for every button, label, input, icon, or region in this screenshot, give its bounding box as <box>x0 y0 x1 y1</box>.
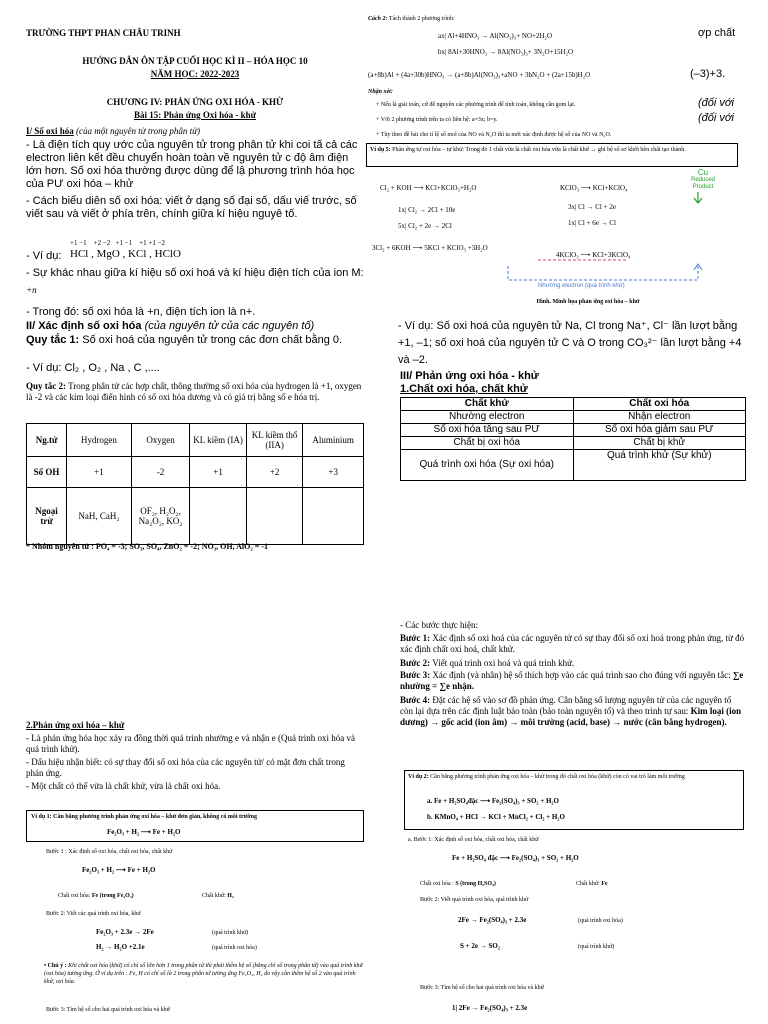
left-process1: Fe₂O₃ + 2.3e → 2Fe <box>96 928 154 936</box>
example2-oxidant <box>420 880 496 888</box>
example1-box <box>26 810 364 842</box>
table-cell: +1 <box>190 457 247 488</box>
chapter-title: CHƯƠNG IV: PHẢN ỨNG OXI HÓA - KHỬ <box>106 97 284 107</box>
left-note-label: • Chú ý : <box>44 963 67 969</box>
example2-reductant <box>576 880 608 888</box>
step3 <box>400 670 746 692</box>
figure-caption: Hình. Minh họa phản ứng oxi hóa – khử <box>536 299 640 305</box>
oxidation-table <box>26 423 364 545</box>
section2b-paragraph1: - Là phản ứng hóa học xảy ra đồng thời quá trình nhường e và nhận e (Quá trình oxi hóa và quá trình khử). <box>26 733 355 754</box>
left-oxidant <box>58 892 134 900</box>
table-header-row <box>401 398 746 411</box>
example1-box-title: Ví dụ 1: Cân bằng phương trình phản ứng oxi hóa – khử đơn giản, không có môi trường <box>31 814 257 820</box>
example1-box-equation: Fe₂O₃ + H₂ ⟶ Fe + H₂O <box>107 828 181 836</box>
example5-description: Phản ứng tự oxi hóa – tự khử: Trong đó 1 chất vừa là chất oxi hóa vừa là chất khử → ghi hệ số sơ khởi bên chất tạo thành. <box>392 147 686 153</box>
left-process2: H₂ → H₂O +2.1e <box>96 943 145 951</box>
left-step1-equation: Fe₂O₃ + H₂ ⟶ Fe + H₂O <box>82 866 156 874</box>
diagram-caption: Nhường electron (quá trình khử) <box>538 283 625 289</box>
step1-text: Xác định số oxi hoá của các nguyên tử có sự thay đổi số oxi hoá trong phản ứng, từ đó xác định chất oxi hoá, chất khử. <box>400 633 745 654</box>
table-cell: Chất bị oxi hóa <box>401 437 574 450</box>
example2-oxidant-label: Chất oxi hóa : <box>420 881 454 887</box>
table-cell: Chất bị khử <box>573 437 746 450</box>
school-year: NĂM HỌC: 2022-2023 <box>150 69 240 79</box>
example2-oxidant-value: S (trong H₂SO₄) <box>455 881 496 887</box>
remark1-side: (đối với <box>698 97 734 109</box>
example2-process1-note: (quá trình oxi hóa) <box>578 918 623 924</box>
left-step1: Bước 1 : Xác định số oxi hóa, chất oxi hóa, chất khử <box>46 849 173 855</box>
left-step3: Bước 3: Tìm hệ số cho hai quá trình oxi hóa và khử <box>46 1007 170 1013</box>
example1-oxidation-numbers: +1 −1 +2 −2 +1 −1 +1 +1 −2 <box>70 239 166 247</box>
left-oxidant-label: Chất oxi hóa: <box>58 893 91 899</box>
remark1: + Nếu là giải toán, cứ để nguyên các phương trình để tính toán, không cần gom lại. <box>376 102 576 108</box>
step2-label: Bước 2: <box>400 658 431 668</box>
example2-step3: Bước 3: Tìm hệ số cho hai quá trình oxi hóa và khử <box>420 985 544 991</box>
method2-heading <box>368 15 455 23</box>
example5-a-result: 3Cl₂ + 6KOH ⟶ 5KCl + KClO₃ +3H₂O <box>372 244 488 252</box>
electron-transfer-diagram <box>498 258 718 298</box>
rule1-example: - Ví dụ: Cl₂ , O₂ , Na , C ,.... <box>26 362 160 374</box>
section2-heading <box>26 320 314 333</box>
table-cell: Nhận electron <box>573 411 746 424</box>
step4-text: Đặt các hệ số vào sơ đồ phản ứng. Cân bằng số lượng nguyên tử của các nguyên tố còn lại dựa trên các định luật bảo toàn (bảo toàn nguyên tố) và theo trình tự sau: <box>400 695 732 716</box>
example5-equation-b: KClO₃ ⟶ KCl+KClO₄ <box>560 184 628 192</box>
example2-process2: S + 2e → SO₂ <box>460 942 500 950</box>
section1-paragraph1: - Là điện tích quy ước của nguyên tử trong phân tử khi coi tấ cả các electron liên kết đều chuyển hoàn toàn về nguyên tử c độ âm điện lớn hơn. Số oxi hóa thường được dùng để lậ phương trình hóa học của PƯ oxi hóa – khử <box>26 139 358 190</box>
left-reductant <box>202 892 234 900</box>
rule2-text: Trong phân tử các hợp chất, thông thường số oxi hóa của hydrogen là +1, oxygen là -2 và các kim loại điển hình có số oxi hóa dương và có giá trị bằng số e hóa trị. <box>26 381 362 402</box>
example2-equation: Fe + H₂SO₄ đặc ⟶ Fe₂(SO₄)₃ + SO₂ + H₂O <box>452 854 579 862</box>
table-header: Aluminium <box>303 424 364 457</box>
example1-formula: HCl , MgO , KCl , HClO <box>70 248 181 260</box>
method2-total-side: (–3)+3. <box>690 68 726 80</box>
example2-box <box>404 770 744 830</box>
reduced-product-symbol: Cu <box>697 168 709 177</box>
table-row <box>401 437 746 450</box>
redox-agents-table <box>400 397 746 481</box>
section2-subtitle: (của nguyên tử của các nguyên tố) <box>144 320 315 332</box>
table-cell: Quá trình khử (Sự khử) <box>573 450 746 481</box>
table-row <box>401 424 746 437</box>
rule1-text: Số oxi hoá của nguyên tử trong các đơn chất bằng 0. <box>82 334 343 346</box>
example2-step2: Bước 2: Viết quá trình oxi hóa, quá trình khử <box>420 897 529 903</box>
section1-paragraph3-text: - Sự khác nhau giữa kí hiệu số oxi hoá và kí hiệu điện tích của ion M: <box>26 267 364 279</box>
table-header: Oxygen <box>131 424 190 457</box>
step1-label: Bước 1: <box>400 633 431 643</box>
left-process2-note: (quá trình oxi hóa) <box>212 945 257 951</box>
remark3: + Tùy theo đề bài cho tỉ lệ số mol của NO và N₂O thì ta mới xác định được hệ số của NO và N₂O. <box>376 132 612 138</box>
table-cell: NaH, CaH₂ <box>67 488 132 545</box>
reduced-product-label <box>678 168 728 191</box>
reduced-product-word1: Reduced <box>690 177 716 183</box>
example1-label: - Ví dụ: <box>26 250 62 262</box>
step3-rule: ∑e nhường = ∑e nhận. <box>400 670 744 691</box>
left-step2: Bước 2: Viết các quá trình oxi hóa, khử <box>46 911 141 917</box>
table-row <box>401 411 746 424</box>
left-process1-note: (quá trình khử) <box>212 930 249 936</box>
example5-b-step2: 1x| Cl + 6e → Cl <box>568 219 616 227</box>
step4 <box>400 695 746 728</box>
rule1 <box>26 334 364 347</box>
table-cell: Số OH <box>27 457 67 488</box>
step4-label: Bước 4: <box>400 695 431 705</box>
remark-title: Nhận xét: <box>368 89 393 95</box>
example5-b-step1: 3x| Cl → Cl + 2e <box>568 203 616 211</box>
table-cell <box>303 488 364 545</box>
table-header: Chất khử <box>401 398 574 411</box>
example2-equation-b: b. KMnO₄ + HCl → KCl + MnCl₂ + Cl₂ + H₂O <box>427 813 565 821</box>
table-row <box>27 457 364 488</box>
table-header: Ng.tử <box>27 424 67 457</box>
section1-heading <box>26 126 200 137</box>
example5-a-step1: 1x| Cl₂ → 2Cl + 10e <box>398 206 456 214</box>
example5-b-result: 4KClO₃ ⟶ KCl+3KClO₄ <box>556 251 631 259</box>
example2-reductant-label: Chất khử: <box>576 881 600 887</box>
section2-title: II/ Xác định số oxi hóa <box>26 320 142 332</box>
section3-title: III/ Phản ứng oxi hóa - khử <box>400 370 539 382</box>
left-reductant-value: H₂ <box>227 893 234 899</box>
example5-label: Ví dụ 5: <box>370 147 391 153</box>
section2b-paragraph3: - Một chất có thể vừa là chất khử, vừa là chất oxi hóa. <box>26 781 221 791</box>
table-cell: +3 <box>303 457 364 488</box>
left-note-text: Khi chất oxi hóa (khử) có chỉ số lớn hơn 1 trong phân tử thì phải thêm hệ số (bằng chỉ số trong phân tử) vào quá trình khử (oxi hóa) tương ứng. Ở ví dụ trên : Fe, H có chỉ số là 2 trong phân tử tương ứng Fe₂O₃, H₂ do vậy cần thêm hệ số 2 vào quá trình khử, oxi hóa. <box>44 963 363 985</box>
step3-label: Bước 3: <box>400 670 431 680</box>
example2-reductant-value: Fe <box>601 881 608 887</box>
lesson-title: Bài 15: Phản ứng Oxi hóa - khử <box>133 110 257 120</box>
table-cell: Số oxi hóa tăng sau PƯ <box>401 424 574 437</box>
reduced-product-word2: Product <box>692 184 714 190</box>
example2-process1: 2Fe → Fe₂(SO₄)₃ + 2.3e <box>458 916 527 924</box>
table-row <box>27 488 364 545</box>
table-cell <box>190 488 247 545</box>
step1 <box>400 633 746 655</box>
method2-side-text: ợp chất <box>698 27 736 39</box>
example2-step1: a. Bước 1: Xác định số oxi hóa, chất oxi hóa, chất khử <box>408 837 539 843</box>
steps-intro: - Các bước thực hiện: <box>400 620 478 630</box>
method2-text: Tách thành 2 phương trình: <box>388 16 455 22</box>
left-oxidant-value: Fe (trong Fe₂O₃) <box>91 893 134 899</box>
example2-equation-a: a. Fe + H₂SO₄đặc ⟶ Fe₂(SO₄)₃ + SO₂ + H₂O <box>427 797 559 805</box>
section1-subtitle: (của một nguyên tử trong phân tử) <box>76 126 200 136</box>
table-cell: OF₂, H₂O₂, Na₂O₂, KO₂ <box>131 488 190 545</box>
remark2-side: (đối với <box>698 112 734 124</box>
section1-paragraph4: - Trong đó: số oxi hóa là +n, điện tích ion là n+. <box>26 306 256 318</box>
step3-text: Xác định (và nhân) hệ số thích hợp vào các quá trình sao cho đúng với nguyên tắc: <box>432 670 731 680</box>
example5-a-step2: 5x| Cl₂ + 2e → 2Cl <box>398 222 452 230</box>
ion-superscript: +n <box>26 285 37 295</box>
remark2: + Với 2 phương trình trên ta có liên hệ: a=3x; b=y. <box>376 117 498 123</box>
example5-box <box>366 143 738 167</box>
example5-equation-a: Cl₂ + KOH ⟶ KCl+KClO₃+H₂O <box>380 184 477 192</box>
example2-description: Cân bằng phương trình phản ứng oxi hóa – khử trong đó chất oxi hóa (khử) còn có vai trò làm môi trường <box>430 774 685 780</box>
rule2-label: Quy tắc 2: <box>26 381 66 391</box>
table-cell: Quá trình oxi hóa (Sự oxi hóa) <box>401 450 574 481</box>
table-cell: Nhường electron <box>401 411 574 424</box>
left-reductant-label: Chất khử: <box>202 893 226 899</box>
table-cell: +2 <box>246 457 303 488</box>
table-cell: +1 <box>67 457 132 488</box>
example2-label: Ví dụ 2: <box>408 774 429 780</box>
table-cell: Ngoại trừ <box>27 488 67 545</box>
method2-equation2: bx| 8Al+30HNO₃ → 8Al(NO₃)₃+ 3N₂O+15H₂O <box>438 48 574 56</box>
section1-paragraph2: - Cách biểu diễn số oxi hóa: viết ở dạng số đại số, dấu viế trước, số viết sau và viết ở phía trên, chính giữa kí hiệu nguyê tố. <box>26 195 357 220</box>
table-header: Chất oxi hóa <box>573 398 746 411</box>
method2-label: Cách 2: <box>368 16 388 22</box>
section2b-title: 2.Phản ứng oxi hóa – khử <box>26 720 125 730</box>
example2-process3: 1| 2Fe → Fe₂(SO₄)₃ + 2.3e <box>452 1004 528 1012</box>
example2-text <box>408 773 738 781</box>
section2b-paragraph2: - Dấu hiệu nhận biết: có sự thay đổi số oxi hóa của các nguyên tử/ có mặt đơn chất trong phản ứng. <box>26 757 345 778</box>
example2-process2-note: (quá trình khử) <box>578 944 615 950</box>
table-row <box>401 450 746 481</box>
doc-title: HƯỚNG DẪN ÔN TẬP CUỐI HỌC KÌ II – HÓA HỌC 10 <box>82 56 308 66</box>
table-cell: Số oxi hóa giảm sau PƯ <box>573 424 746 437</box>
table-header-row <box>27 424 364 457</box>
table-header: KL kiềm thổ (IIA) <box>246 424 303 457</box>
rule1-label: Quy tắc 1: <box>26 334 80 346</box>
step2 <box>400 658 746 669</box>
step4-rule: Kim loại (ion dương) → gốc acid (ion âm) → môi trường (acid, base) → nước (cân bằng hydrogen). <box>400 706 742 727</box>
table-cell <box>246 488 303 545</box>
arrow-down-icon <box>686 192 710 206</box>
step2-text: Viết quá trình oxi hoá và quá trình khử. <box>432 658 575 668</box>
left-note <box>44 962 364 986</box>
group-note: * Nhóm nguyên tử : PO₄ = -3; SO₃, SO₄, ZnO₂ = -2; NO₃, OH, AlO₂ = -1 <box>26 542 268 551</box>
section1-paragraph3 <box>26 265 364 304</box>
method2-equation1: ax| Al+4HNO₃ → Al(NO₃)₃+ NO+2H₂O <box>438 32 552 40</box>
method2-total-equation: (a+8b)Al + (4a+30b)HNO₃ → (a+8b)Al(NO₃)₃+aNO + 3bN₂O + (2a+15b)H₂O <box>368 71 591 79</box>
school-name: TRƯỜNG THPT PHAN CHÂU TRINH <box>26 28 181 38</box>
section1-title: I/ Số oxi hóa <box>26 126 74 136</box>
ion-example: - Ví dụ: Số oxi hoá của nguyên tử Na, Cl trong Na⁺, Cl⁻ lần lượt bằng +1, –1; số oxi hoá của nguyên tử C và O trong CO₃²⁻ lần lượt bằng +4 và –2. <box>398 320 742 366</box>
table-header: Hydrogen <box>67 424 132 457</box>
section3-subtitle: 1.Chất oxi hóa, chất khử <box>400 383 528 395</box>
rule2 <box>26 381 364 403</box>
table-cell: -2 <box>131 457 190 488</box>
example5-text <box>370 146 734 154</box>
table-header: KL kiềm (IA) <box>190 424 247 457</box>
